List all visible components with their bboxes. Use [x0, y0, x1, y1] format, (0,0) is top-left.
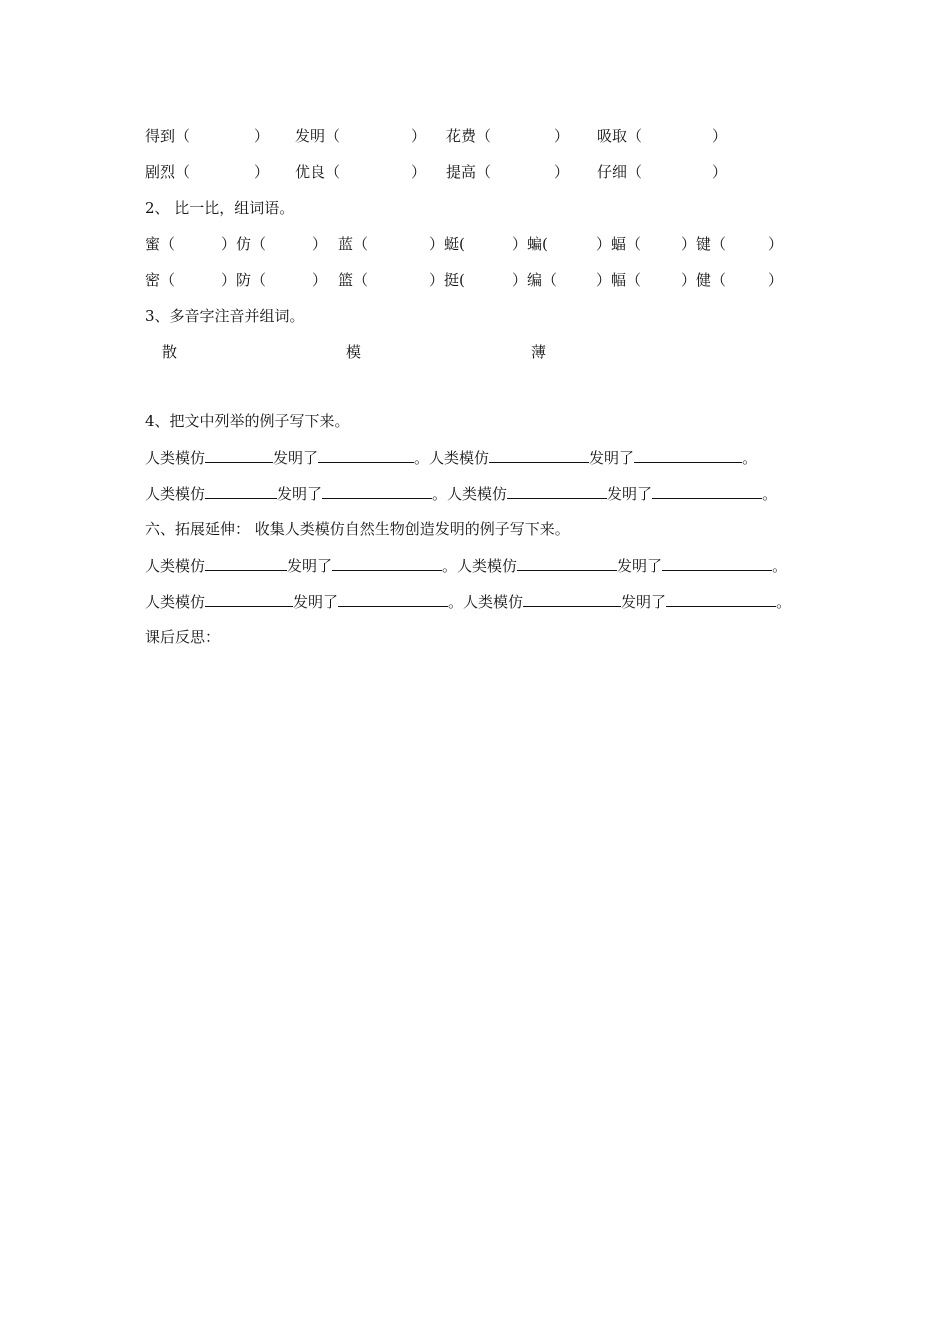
prompt-text: 发明了 [293, 593, 339, 611]
answer-blank[interactable] [507, 482, 607, 499]
answer-blank[interactable] [338, 590, 448, 607]
prompt-text: 发明了 [617, 557, 663, 575]
char-item: ）防（ [221, 271, 267, 289]
extension-row [145, 554, 787, 576]
paren-close: ） [554, 163, 570, 181]
prompt-text: 。 [762, 485, 778, 503]
paren-close: ） [411, 127, 427, 145]
prompt-text: 。人类模仿 [432, 485, 508, 503]
extension-row [145, 590, 791, 612]
prompt-text: 人类模仿 [145, 557, 206, 575]
prompt-text: 。人类模仿 [448, 593, 524, 611]
prompt-text: 发明了 [287, 557, 333, 575]
paren-close: ） [312, 235, 328, 253]
answer-blank[interactable] [517, 554, 617, 571]
prompt-text: 。 [776, 593, 792, 611]
prompt-text: 发明了 [607, 485, 653, 503]
paren-close: ） [411, 163, 427, 181]
char-item: ）幅（ [596, 271, 642, 289]
prompt-text: 人类模仿 [145, 449, 206, 467]
word-item: 吸取（ [597, 127, 643, 145]
prompt-text: 发明了 [273, 449, 319, 467]
char-item: ）蜓( [429, 235, 465, 253]
answer-blank[interactable] [322, 482, 432, 499]
section-6-heading: 六、拓展延伸： 收集人类模仿自然生物创造发明的例子写下来。 [145, 520, 570, 538]
char-item: ）蝙( [512, 235, 548, 253]
char-item: 蓝（ [338, 235, 369, 253]
answer-blank[interactable] [662, 554, 772, 571]
char-item: ）蝠（ [596, 235, 642, 253]
char-item: ）健（ [681, 271, 727, 289]
paren-close: ） [712, 163, 728, 181]
word-item: 花费（ [446, 127, 492, 145]
prompt-text: 。 [742, 449, 758, 467]
paren-close: ） [312, 271, 328, 289]
answer-blank[interactable] [205, 554, 287, 571]
answer-blank[interactable] [205, 446, 273, 463]
prompt-text: 发明了 [277, 485, 323, 503]
polyphone-char: 散 [162, 343, 178, 361]
word-item: 提高（ [446, 163, 492, 181]
paren-close: ） [254, 127, 270, 145]
word-item: 优良（ [295, 163, 341, 181]
answer-blank[interactable] [489, 446, 589, 463]
char-item: 篮（ [338, 271, 369, 289]
char-item: ）键（ [681, 235, 727, 253]
word-item: 得到（ [145, 127, 191, 145]
answer-blank[interactable] [205, 482, 277, 499]
example-row [145, 446, 757, 468]
polyphone-char: 薄 [531, 343, 547, 361]
prompt-text: 。人类模仿 [414, 449, 490, 467]
answer-blank[interactable] [634, 446, 742, 463]
answer-blank[interactable] [523, 590, 621, 607]
prompt-text: 发明了 [621, 593, 667, 611]
paren-close: ） [768, 235, 784, 253]
word-item: 仔细（ [597, 163, 643, 181]
polyphone-char: 模 [346, 343, 362, 361]
word-item: 剧烈（ [145, 163, 191, 181]
paren-close: ） [768, 271, 784, 289]
prompt-text: 。人类模仿 [442, 557, 518, 575]
section-3-heading: 3、多音字注音并组词。 [145, 307, 305, 325]
prompt-text: 人类模仿 [145, 593, 206, 611]
prompt-text: 。 [772, 557, 788, 575]
word-item: 发明（ [295, 127, 341, 145]
paren-close: ） [254, 163, 270, 181]
section-2-heading: 2、 比一比，组词语。 [145, 199, 295, 217]
paren-close: ） [554, 127, 570, 145]
answer-blank[interactable] [318, 446, 414, 463]
char-item: ）编（ [512, 271, 558, 289]
reflection-label: 课后反思： [145, 628, 221, 646]
prompt-text: 发明了 [589, 449, 635, 467]
char-item: ）仿（ [221, 235, 267, 253]
prompt-text: 人类模仿 [145, 485, 206, 503]
answer-blank[interactable] [666, 590, 776, 607]
char-item: 密（ [145, 271, 176, 289]
answer-blank[interactable] [205, 590, 293, 607]
example-row [145, 482, 777, 504]
paren-close: ） [712, 127, 728, 145]
char-item: 蜜（ [145, 235, 176, 253]
char-item: ）挺( [429, 271, 465, 289]
answer-blank[interactable] [332, 554, 442, 571]
answer-blank[interactable] [652, 482, 762, 499]
section-4-heading: 4、把文中列举的例子写下来。 [145, 412, 350, 430]
